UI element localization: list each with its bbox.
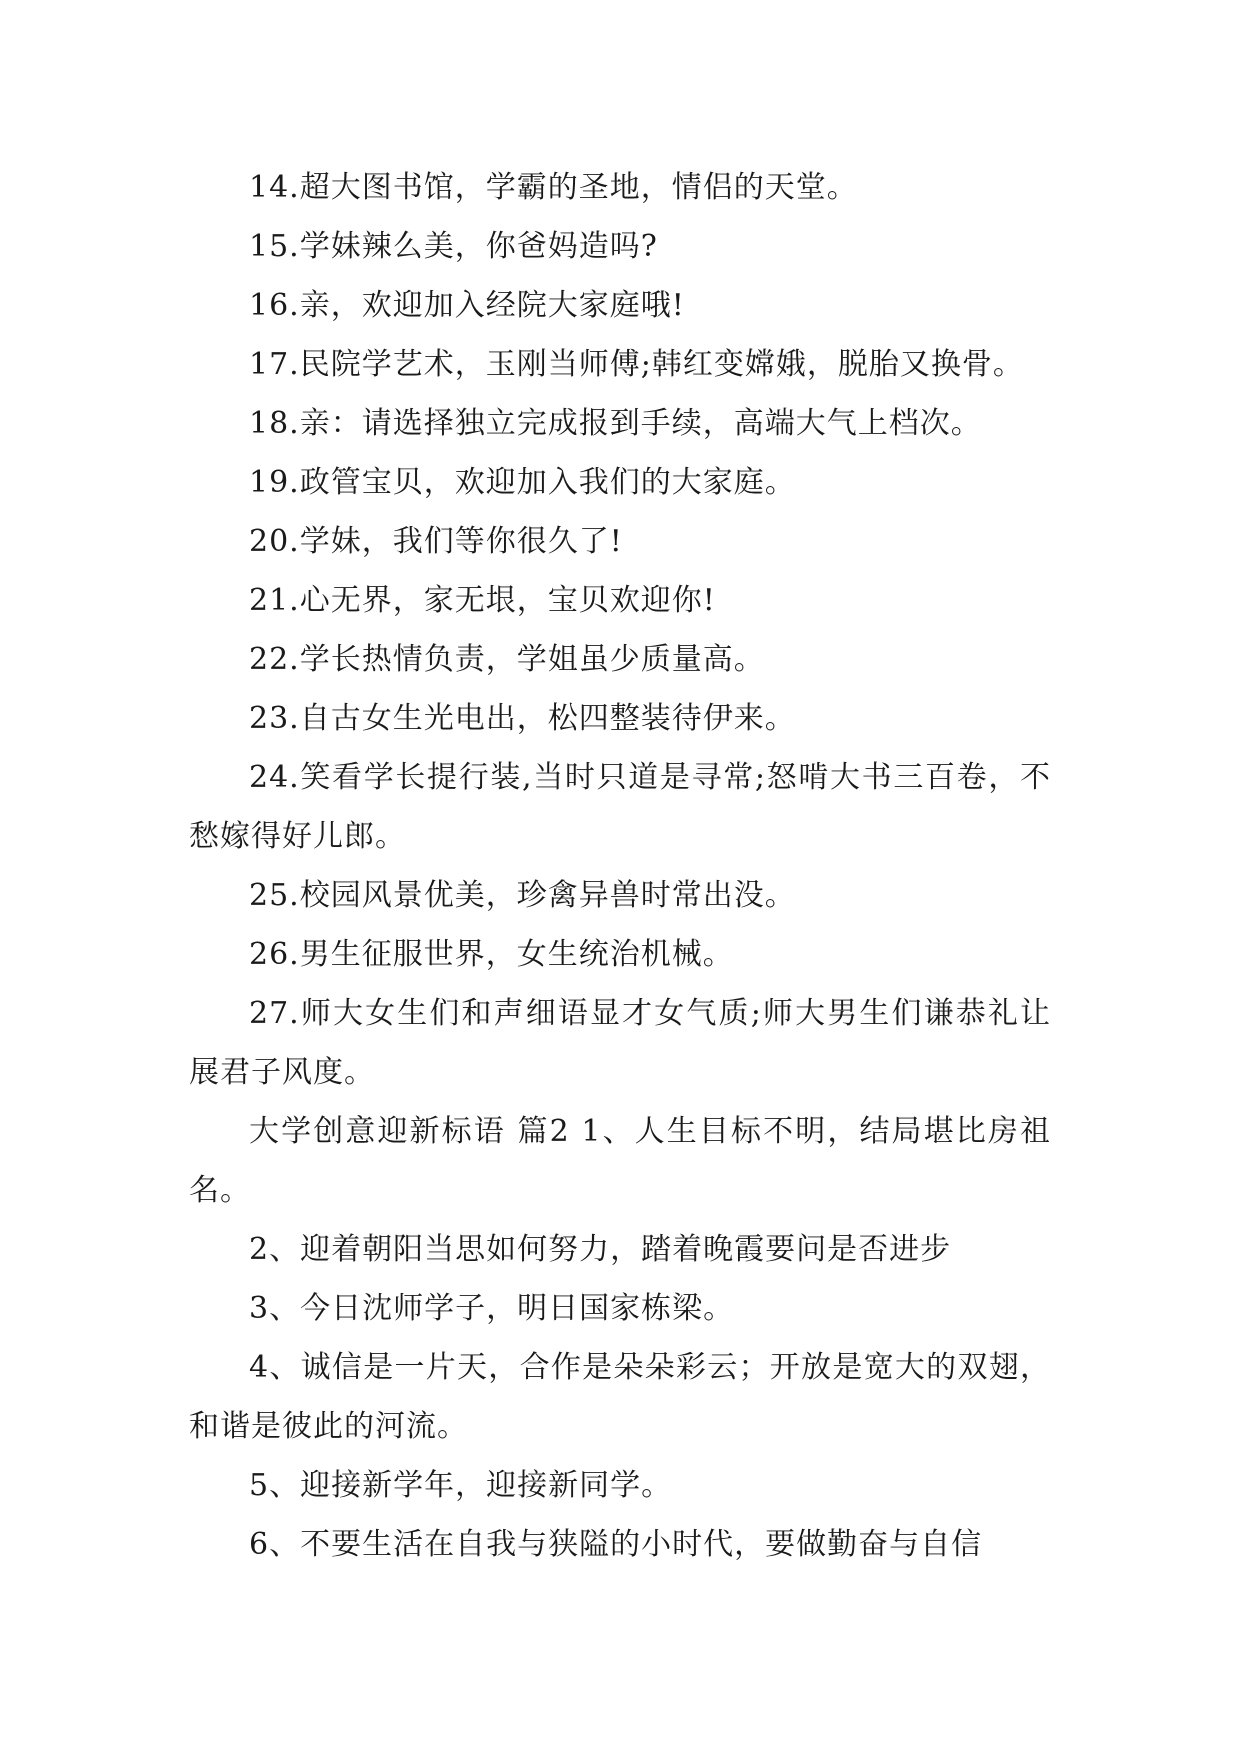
paragraph: 22.学长热情负责，学姐虽少质量高。 xyxy=(249,642,765,677)
paragraph: 23.自古女生光电出，松四整装待伊来。 xyxy=(249,701,796,736)
paragraph: 20.学妹，我们等你很久了! xyxy=(249,524,623,559)
paragraph: 17.民院学艺术，玉刚当师傅;韩红变嫦娥，脱胎又换骨。 xyxy=(249,347,1024,382)
paragraph: 21.心无界，家无垠，宝贝欢迎你! xyxy=(249,583,716,618)
paragraph: 18.亲：请选择独立完成报到手续，高端大气上档次。 xyxy=(249,406,982,441)
paragraph: 24.笑看学长提行装,当时只道是寻常;怒啃大书三百卷，不愁嫁得好儿郎。 xyxy=(189,760,1051,854)
paragraph: 14.超大图书馆，学霸的圣地，情侣的天堂。 xyxy=(249,170,858,205)
paragraph: 2、迎着朝阳当思如何努力，踏着晚霞要问是否进步 xyxy=(249,1232,952,1267)
paragraph: 4、诚信是一片天，合作是朵朵彩云；开放是宽大的双翅，和谐是彼此的河流。 xyxy=(189,1350,1051,1444)
section-heading-paragraph: 大学创意迎新标语 篇2 1、人生目标不明，结局堪比房祖名。 xyxy=(189,1114,1051,1208)
paragraph: 25.校园风景优美，珍禽异兽时常出没。 xyxy=(249,878,796,913)
paragraph: 27.师大女生们和声细语显才女气质;师大男生们谦恭礼让展君子风度。 xyxy=(189,996,1051,1090)
paragraph: 5、迎接新学年，迎接新同学。 xyxy=(249,1468,673,1503)
paragraph: 19.政管宝贝，欢迎加入我们的大家庭。 xyxy=(249,465,796,500)
paragraph: 3、今日沈师学子，明日国家栋梁。 xyxy=(249,1291,735,1326)
paragraph: 26.男生征服世界，女生统治机械。 xyxy=(249,937,734,972)
paragraph: 6、不要生活在自我与狭隘的小时代，要做勤奋与自信 xyxy=(249,1527,983,1562)
paragraph: 15.学妹辣么美，你爸妈造吗? xyxy=(249,229,658,264)
document-body xyxy=(189,158,1051,1574)
paragraph: 16.亲，欢迎加入经院大家庭哦! xyxy=(249,288,685,323)
